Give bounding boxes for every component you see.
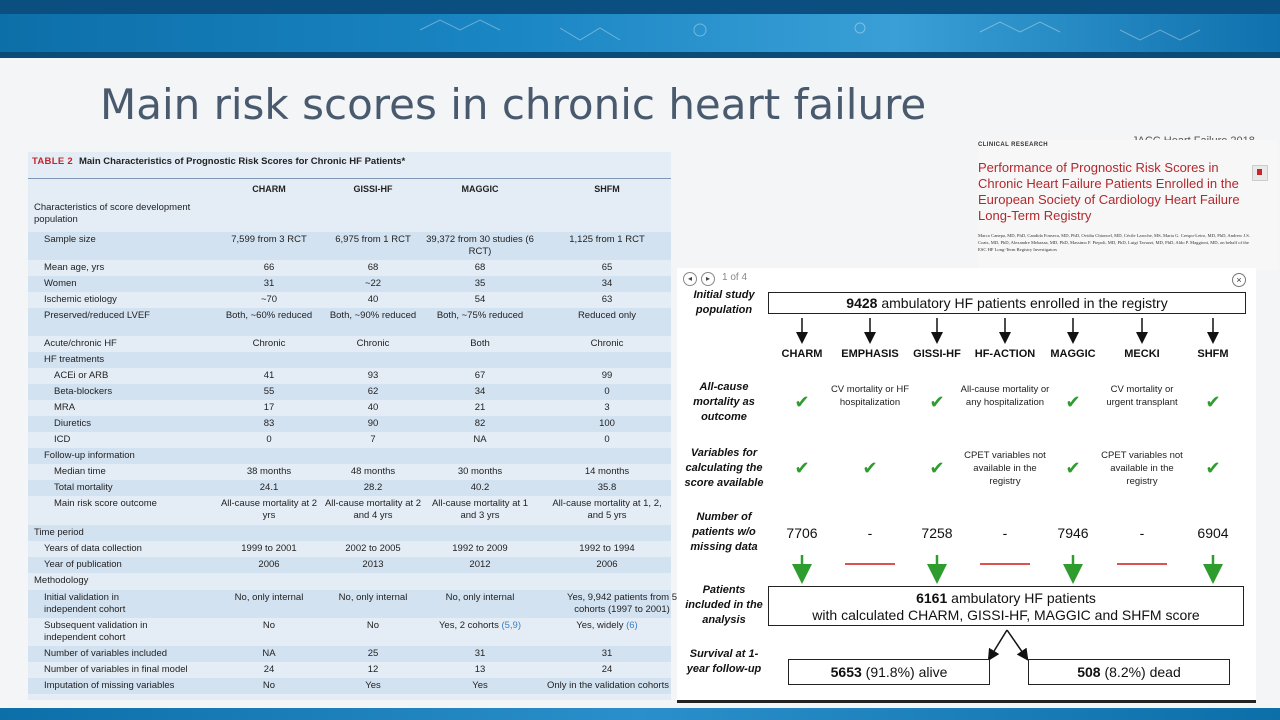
table-cell: Both, ~90% reduced bbox=[329, 310, 417, 321]
table-row bbox=[28, 432, 671, 448]
row-label: ACEi or ARB bbox=[54, 370, 109, 381]
table-cell: No, only internal bbox=[234, 592, 304, 603]
table-row bbox=[28, 308, 671, 336]
table-cell: 17 bbox=[263, 402, 275, 413]
enrolled-count: 9428 bbox=[846, 295, 878, 311]
table-cell: 3 bbox=[604, 402, 610, 413]
excluded-line bbox=[845, 563, 895, 565]
flow-figure bbox=[677, 268, 1256, 703]
alive-count: 5653 bbox=[830, 664, 862, 680]
arrow-alive bbox=[991, 630, 1007, 656]
table-cell: 68 bbox=[367, 262, 379, 273]
check-icon: ✔ bbox=[794, 392, 810, 412]
column-header-charm: CHARM bbox=[252, 184, 286, 194]
check-icon: ✔ bbox=[929, 458, 945, 478]
article-title: Performance of Prognostic Risk Scores in Chronic Heart Failure Patients Enrolled in the European Society of Cardiology Heart Failure Long-Term Registry bbox=[978, 160, 1240, 223]
table-caption bbox=[32, 156, 405, 167]
included-line1: ambulatory HF patients bbox=[951, 590, 1096, 606]
table-row bbox=[28, 496, 671, 524]
row-label: Median time bbox=[54, 466, 106, 477]
row-label: Preserved/reduced LVEF bbox=[44, 310, 150, 321]
table-cell: 62 bbox=[367, 386, 379, 397]
prev-page-icon[interactable]: ◂ bbox=[683, 272, 697, 286]
score-name-emphasis: EMPHASIS bbox=[841, 348, 899, 360]
row-label: Acute/chronic HF bbox=[44, 338, 117, 349]
table-cell: 82 bbox=[474, 418, 486, 429]
table-cell: 2013 bbox=[362, 559, 384, 570]
row-label: Ischemic etiology bbox=[44, 294, 117, 305]
table-cell: 34 bbox=[601, 278, 613, 289]
characteristics-table bbox=[28, 152, 678, 700]
table-cell: No, only internal bbox=[445, 592, 515, 603]
alive-box bbox=[788, 659, 990, 685]
table-cell: 54 bbox=[474, 294, 486, 305]
table-cell: 68 bbox=[474, 262, 486, 273]
table-cell: Chronic bbox=[590, 338, 624, 349]
table-row bbox=[28, 200, 671, 230]
table-cell: 66 bbox=[263, 262, 275, 273]
row-label: Years of data collection bbox=[44, 543, 142, 554]
arrow-dead bbox=[1007, 630, 1025, 656]
table-cell: Chronic bbox=[356, 338, 390, 349]
table-row bbox=[28, 276, 671, 292]
label-included: Patients included in the analysis bbox=[685, 584, 763, 626]
table-cell: No bbox=[366, 620, 380, 631]
table-cell: All-cause mortality at 1 and 3 yrs bbox=[431, 498, 529, 521]
enrolled-text: ambulatory HF patients enrolled in the registry bbox=[881, 295, 1168, 311]
table-cell: 31 bbox=[474, 648, 486, 659]
table-row bbox=[28, 590, 678, 618]
table-cell: No bbox=[262, 680, 276, 691]
dead-text: (8.2%) dead bbox=[1104, 664, 1181, 680]
table-cell: 7,599 from 3 RCT bbox=[231, 234, 307, 245]
table-cell: Both bbox=[470, 338, 490, 349]
row-label: Imputation of missing variables bbox=[44, 680, 175, 691]
footer-bar bbox=[0, 708, 1280, 720]
table-row bbox=[28, 573, 671, 590]
table-cell: Both, ~60% reduced bbox=[225, 310, 313, 321]
table-cell: 24 bbox=[263, 664, 275, 675]
score-name-shfm: SHFM bbox=[1197, 348, 1229, 360]
column-header-shfm: SHFM bbox=[594, 184, 620, 194]
row-label: Characteristics of score development population bbox=[34, 202, 191, 225]
patient-count: 6904 bbox=[1197, 525, 1229, 541]
table-cell: 2002 to 2005 bbox=[345, 543, 401, 554]
molecule-decoration bbox=[0, 0, 1280, 58]
table-cell: Yes bbox=[472, 680, 488, 691]
table-cell: 35 bbox=[474, 278, 486, 289]
banner-bottom-line bbox=[0, 52, 1280, 58]
label-survival: Survival at 1-year follow-up bbox=[686, 648, 762, 675]
check-icon: ✔ bbox=[1065, 392, 1081, 412]
table-cell: 31 bbox=[601, 648, 613, 659]
outcome-text: CV mortality or HF hospitalization bbox=[830, 384, 910, 408]
row-label: Women bbox=[44, 278, 77, 289]
table-cell: NA bbox=[473, 434, 487, 445]
table-row bbox=[28, 384, 671, 400]
table-row bbox=[28, 662, 671, 678]
row-label: ICD bbox=[54, 434, 71, 445]
table-cell: 38 months bbox=[246, 466, 292, 477]
slide-title: Main risk scores in chronic heart failure bbox=[100, 80, 927, 129]
table-cell: 99 bbox=[601, 370, 613, 381]
table-cell: 40 bbox=[367, 294, 379, 305]
label-initial-population: Initial study population bbox=[693, 289, 755, 316]
dead-box bbox=[1028, 659, 1230, 685]
crossmark-icon[interactable] bbox=[1252, 165, 1268, 181]
table-cell: 40 bbox=[367, 402, 379, 413]
outcome-text: CV mortality or urgent transplant bbox=[1106, 384, 1178, 408]
table-cell: Yes, 9,942 patients from 5 cohorts (1997 to 2001) bbox=[566, 592, 678, 615]
table-cell: Reduced only bbox=[577, 310, 637, 321]
table-cell: 48 months bbox=[350, 466, 396, 477]
row-label: Number of variables included bbox=[44, 648, 168, 659]
table-cell: 40.2 bbox=[470, 482, 490, 493]
table-row bbox=[28, 646, 671, 662]
table-cell: ~22 bbox=[364, 278, 382, 289]
table-cell: 1992 to 1994 bbox=[579, 543, 635, 554]
table-cell: Both, ~75% reduced bbox=[436, 310, 524, 321]
table-row bbox=[28, 292, 671, 308]
article-header bbox=[978, 140, 1278, 270]
excluded-line bbox=[980, 563, 1030, 565]
page-indicator: 1 of 4 bbox=[722, 272, 748, 283]
alive-text: (91.8%) alive bbox=[865, 664, 948, 680]
table-cell: 35.8 bbox=[597, 482, 617, 493]
table-cell: 0 bbox=[604, 386, 610, 397]
table-cell: 0 bbox=[266, 434, 272, 445]
row-label: Number of variables in final model bbox=[44, 664, 188, 675]
patient-count: - bbox=[1139, 525, 1145, 541]
close-icon[interactable]: × bbox=[1232, 273, 1246, 287]
included-line2: with calculated CHARM, GISSI-HF, MAGGIC and SHFM score bbox=[812, 607, 1200, 623]
score-name-charm: CHARM bbox=[781, 348, 823, 360]
variables-text: CPET variables not available in the registry bbox=[964, 450, 1046, 487]
score-name-hf-action: HF-ACTION bbox=[974, 348, 1036, 360]
table-cell: 93 bbox=[367, 370, 379, 381]
table-cell: 1999 to 2001 bbox=[241, 543, 297, 554]
table-cell: All-cause mortality at 2 yrs bbox=[220, 498, 318, 521]
table-row bbox=[28, 678, 671, 694]
table-row bbox=[28, 464, 671, 480]
row-label: Total mortality bbox=[54, 482, 113, 493]
patient-count: - bbox=[867, 525, 873, 541]
table-cell: 1,125 from 1 RCT bbox=[569, 234, 645, 245]
table-row bbox=[28, 448, 671, 464]
table-row bbox=[28, 352, 671, 368]
row-label: HF treatments bbox=[44, 354, 105, 365]
column-header-maggic: MAGGIC bbox=[461, 184, 499, 194]
table-row bbox=[28, 368, 671, 384]
label-variables: Variables for calculating the score available bbox=[684, 447, 764, 489]
article-kicker: CLINICAL RESEARCH bbox=[978, 142, 1049, 148]
reference-link[interactable]: (6) bbox=[626, 620, 638, 631]
table-cell: 67 bbox=[474, 370, 486, 381]
table-cell: Yes bbox=[365, 680, 381, 691]
table-cell: 1992 to 2009 bbox=[452, 543, 508, 554]
table-cell: 34 bbox=[474, 386, 486, 397]
row-label: Year of publication bbox=[44, 559, 122, 570]
table-row bbox=[28, 260, 671, 276]
table-cell: 2006 bbox=[258, 559, 280, 570]
table-row bbox=[28, 618, 671, 646]
table-cell: 7 bbox=[370, 434, 376, 445]
check-icon: ✔ bbox=[862, 458, 878, 478]
table-cell: 0 bbox=[604, 434, 610, 445]
patient-count: 7258 bbox=[921, 525, 953, 541]
article-authors: Marco Canepa, MD, PhD, Candida Fonseca, MD, PhD, Ovidiu Chioncel, MD, Cécile Laroche, MS, Maria G. Crespo-Leiro, MD, PhD, Andrew J.S. Coats, MD, PhD, Alexandre Mebazaa, MD, PhD, Massimo F. Piepoli, MD, PhD, Luigi Tavazzi, MD, PhD, Aldo P. Maggioni, MD, on behalf of the ESC HF Long-Term Registry Investigators bbox=[978, 233, 1251, 252]
check-icon: ✔ bbox=[1205, 392, 1221, 412]
score-name-mecki: MECKI bbox=[1124, 348, 1160, 360]
table-cell: 14 months bbox=[584, 466, 630, 477]
table-cell: 41 bbox=[263, 370, 275, 381]
table-cell: 65 bbox=[601, 262, 613, 273]
outcome-text: All-cause mortality or any hospitalization bbox=[960, 384, 1050, 408]
row-label: Mean age, yrs bbox=[44, 262, 105, 273]
label-number-patients: Number of patients w/o missing data bbox=[690, 511, 758, 553]
next-page-icon[interactable]: ▸ bbox=[701, 272, 715, 286]
table-row bbox=[28, 336, 671, 352]
table-cell: Only in the validation cohorts bbox=[547, 680, 669, 691]
table-row bbox=[28, 400, 671, 416]
row-label: Beta-blockers bbox=[54, 386, 113, 397]
table-cell: Yes, widely (6) bbox=[576, 620, 638, 631]
table-cell: 30 months bbox=[457, 466, 503, 477]
table-row bbox=[28, 557, 671, 573]
table-cell: ~70 bbox=[260, 294, 278, 305]
check-icon: ✔ bbox=[1205, 458, 1221, 478]
row-label: Time period bbox=[34, 527, 84, 538]
included-count: 6161 bbox=[916, 590, 948, 606]
check-icon: ✔ bbox=[1065, 458, 1081, 478]
table-cell: No bbox=[262, 620, 276, 631]
table-cell: 25 bbox=[367, 648, 379, 659]
included-box bbox=[768, 586, 1244, 626]
table-cell: 21 bbox=[474, 402, 486, 413]
row-label: Sample size bbox=[44, 234, 96, 245]
row-label: MRA bbox=[54, 402, 76, 413]
row-label: Follow-up information bbox=[44, 450, 135, 461]
table-cell: 83 bbox=[263, 418, 275, 429]
table-row bbox=[28, 416, 671, 432]
score-name-gissi-hf: GISSI-HF bbox=[913, 348, 961, 360]
table-header-rule bbox=[28, 178, 671, 179]
table-cell: All-cause mortality at 1, 2, and 5 yrs bbox=[552, 498, 662, 521]
row-label: Diuretics bbox=[54, 418, 91, 429]
patient-count: 7706 bbox=[786, 525, 818, 541]
table-cell: Chronic bbox=[252, 338, 286, 349]
patient-count: - bbox=[1002, 525, 1008, 541]
table-row bbox=[28, 480, 671, 496]
table-cell: 6,975 from 1 RCT bbox=[335, 234, 411, 245]
score-name-maggic: MAGGIC bbox=[1050, 348, 1096, 360]
variables-text: CPET variables not available in the registry bbox=[1101, 450, 1183, 487]
table-caption-text: Main Characteristics of Prognostic Risk Scores for Chronic HF Patients* bbox=[78, 156, 406, 167]
table-cell: 100 bbox=[599, 418, 615, 429]
check-icon: ✔ bbox=[929, 392, 945, 412]
patient-count: 7946 bbox=[1057, 525, 1089, 541]
table-cell: 24.1 bbox=[259, 482, 279, 493]
reference-link[interactable]: (5,9) bbox=[501, 620, 522, 631]
dead-count: 508 bbox=[1077, 664, 1101, 680]
table-cell: 90 bbox=[367, 418, 379, 429]
table-row bbox=[28, 525, 671, 541]
table-cell: 55 bbox=[263, 386, 275, 397]
table-number: TABLE 2 bbox=[32, 156, 73, 167]
table-cell: Yes, 2 cohorts (5,9) bbox=[438, 620, 522, 631]
table-cell: 2006 bbox=[596, 559, 618, 570]
table-cell: NA bbox=[262, 648, 276, 659]
row-label: Methodology bbox=[34, 575, 89, 586]
excluded-line bbox=[1117, 563, 1167, 565]
table-row bbox=[28, 232, 671, 260]
row-label: Initial validation in independent cohort bbox=[44, 592, 126, 615]
header-banner bbox=[0, 0, 1280, 58]
row-label: Subsequent validation in independent cohort bbox=[44, 620, 148, 643]
column-header-gissi-hf: GISSI-HF bbox=[353, 184, 393, 194]
row-label: Main risk score outcome bbox=[54, 498, 157, 509]
check-icon: ✔ bbox=[794, 458, 810, 478]
table-cell: All-cause mortality at 2 and 4 yrs bbox=[324, 498, 422, 521]
table-row bbox=[28, 541, 671, 557]
table-cell: 31 bbox=[263, 278, 275, 289]
label-outcome: All-cause mortality as outcome bbox=[693, 381, 755, 423]
table-cell: 12 bbox=[367, 664, 379, 675]
table-cell: 13 bbox=[474, 664, 486, 675]
table-cell: No, only internal bbox=[338, 592, 408, 603]
table-cell: 39,372 from 30 studies (6 RCT) bbox=[426, 234, 534, 257]
table-cell: 28.2 bbox=[363, 482, 383, 493]
table-cell: 2012 bbox=[469, 559, 491, 570]
table-cell: 63 bbox=[601, 294, 613, 305]
table-cell: 24 bbox=[601, 664, 613, 675]
